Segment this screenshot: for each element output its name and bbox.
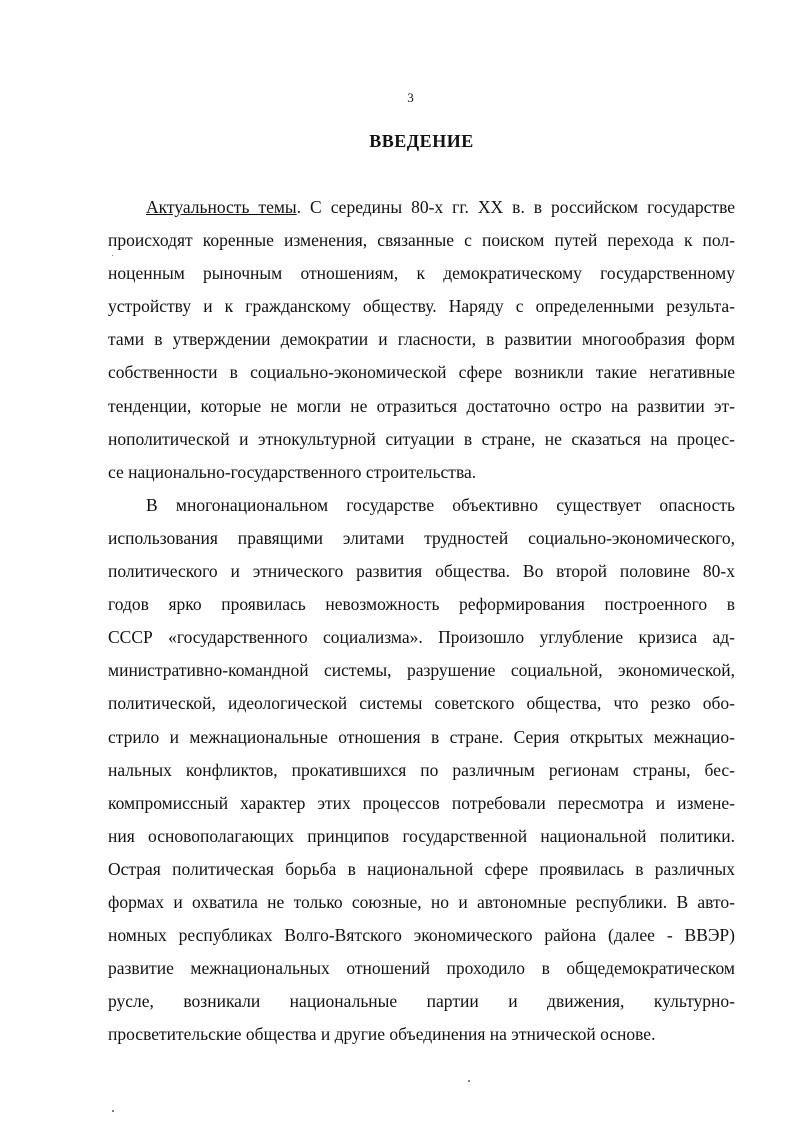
- text-line: происходят коренные изменения, связанные с поиском путей перехода к пол-: [108, 230, 735, 251]
- scan-speck: [468, 1080, 470, 1082]
- text-line: се национально-государственного строительства.: [108, 461, 477, 482]
- page-number: 3: [407, 90, 414, 105]
- text-line: развитие межнациональных отношений проходило в общедемократическом: [108, 958, 735, 979]
- text-line: ноценным рыночным отношениям, к демократическому государственному: [108, 263, 735, 284]
- paragraph-relevance: [108, 191, 735, 489]
- text-line: стрило и межнациональные отношения в стране. Серия открытых межнацио-: [108, 726, 735, 747]
- text-line: нальных конфликтов, прокатившихся по различным регионам страны, бес-: [108, 759, 735, 780]
- text-line: политического и этнического развития общества. Во второй половине 80-х: [108, 561, 735, 582]
- text-line: номных республиках Волго-Вятского экономического района (далее - ВВЭР): [108, 925, 735, 946]
- text-line: русле, возникали национальные партии и движения, культурно-: [108, 991, 735, 1012]
- page-heading: ВВЕДЕНИЕ: [369, 131, 474, 151]
- text-line: ния основополагающих принципов государственной национальной политики.: [108, 825, 735, 846]
- text-line: просветительские общества и другие объединения на этнической основе.: [108, 1024, 656, 1045]
- text-line: компромиссный характер этих процессов потребовали пересмотра и измене-: [108, 792, 735, 813]
- relevance-lead: Актуальность темы: [146, 197, 297, 217]
- text-line: формах и охватила не только союзные, но и автономные республики. В авто-: [108, 891, 735, 912]
- text-line: Острая политическая борьба в национальной сфере проявилась в различных: [108, 858, 735, 879]
- body-text: [108, 191, 735, 1051]
- text-line: министративно-командной системы, разрушение социальной, экономической,: [108, 660, 735, 681]
- text-line: тенденции, которые не могли не отразиться достаточно остро на развитии эт-: [108, 395, 735, 416]
- text-line: В многонациональном государстве объективно существует опасность: [146, 494, 735, 515]
- text-line: СССР «государственного социализма». Произошло углубление кризиса ад-: [108, 627, 735, 648]
- text-line: Актуальность темы. С середины 80-х гг. XX в. в российском государстве: [146, 197, 735, 217]
- text-line: годов ярко проявилась невозможность реформирования построенного в: [108, 594, 735, 615]
- paragraph-context: [108, 489, 735, 1052]
- text-line: политической, идеологической системы советского общества, что резко обо-: [108, 693, 735, 714]
- text-line: нополитической и этнокультурной ситуации в стране, не сказаться на процес-: [108, 428, 735, 449]
- text-line: тами в утверждении демократии и гласности, в развитии многообразия форм: [108, 329, 735, 350]
- scan-speck: [112, 255, 113, 256]
- text-line: собственности в социально-экономической сфере возникли такие негативные: [108, 362, 735, 383]
- text-line: устройству и к гражданскому обществу. Наряду с определенными результа-: [108, 296, 735, 317]
- scan-speck: [112, 1110, 114, 1112]
- text-line: использования правящими элитами трудностей социально-экономического,: [108, 527, 735, 548]
